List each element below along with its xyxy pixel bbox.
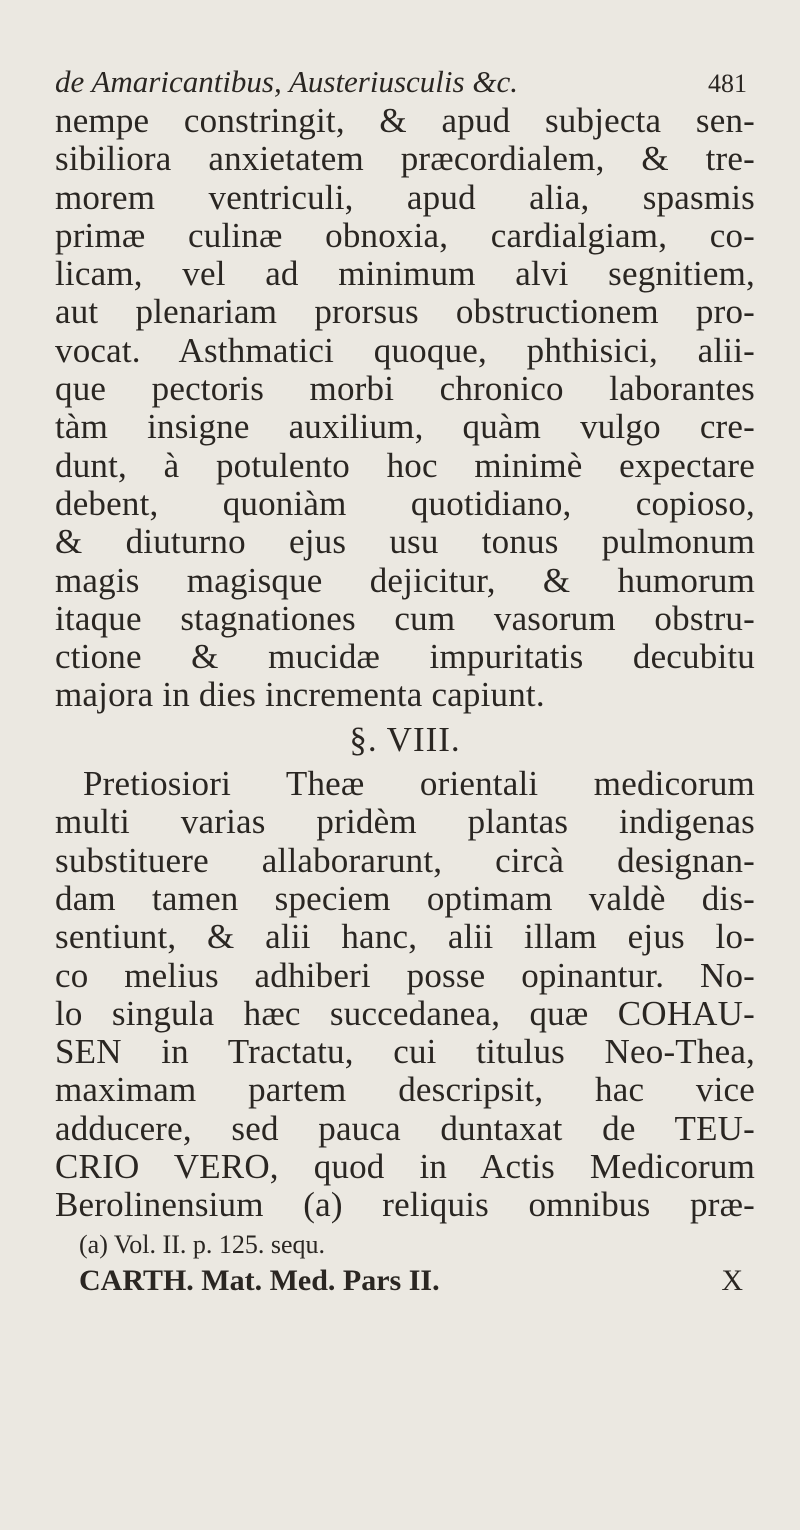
text-line: nempe constringit, & apud subjecta sen- xyxy=(55,101,755,140)
text-line: dunt, à potulento hoc minimè expectare xyxy=(55,445,755,485)
text-line: CRIO VERO, quod in Actis Medicorum xyxy=(55,1147,755,1187)
text-line: maximam partem descripsit, hac vice xyxy=(55,1070,755,1110)
text-line: ctione & mucidæ impuritatis decubitu xyxy=(55,637,755,677)
text-line: Pretiosiori Theæ orientali medicorum xyxy=(83,764,755,804)
text-line: lo singula hæc succedanea, quæ COHAU- xyxy=(55,993,755,1033)
text-line: majora in dies incrementa capiunt. xyxy=(55,675,545,715)
text-line: itaque stagnationes cum vasorum obstru- xyxy=(55,598,755,638)
text-line: sibiliora anxietatem præcordialem, & tre- xyxy=(55,139,755,179)
text-line: multi varias pridèm plantas indigenas xyxy=(55,802,755,842)
running-title: de Amaricantibus, Austeriusculis &c. xyxy=(55,64,518,99)
text-line: & diuturno ejus usu tonus pulmonum xyxy=(55,522,755,562)
text-line: adducere, sed pauca duntaxat de TEU- xyxy=(55,1108,755,1148)
text-line: vocat. Asthmatici quoque, phthisici, alii- xyxy=(55,330,755,370)
text-line: co melius adhiberi posse opinantur. No- xyxy=(55,955,755,995)
text-line: magis magisque dejicitur, & humorum xyxy=(55,560,755,600)
text-line: morem ventriculi, apud alia, spasmis xyxy=(55,177,755,217)
footnote: (a) Vol. II. p. 125. sequ. xyxy=(79,1229,326,1259)
text-line: licam, vel ad minimum alvi segnitiem, xyxy=(55,254,755,294)
printer-signature: CARTH. Mat. Med. Pars II. xyxy=(79,1263,440,1297)
text-line: que pectoris morbi chronico laborantes xyxy=(55,369,755,409)
signature-mark: X xyxy=(721,1263,743,1297)
text-line: aut plenariam prorsus obstructionem pro- xyxy=(55,292,755,332)
text-line: sentiunt, & alii hanc, alii illam ejus lo- xyxy=(55,917,755,957)
running-head xyxy=(55,62,755,102)
paragraph-1 xyxy=(55,102,755,715)
text-line: dam tamen speciem optimam valdè dis- xyxy=(55,878,755,918)
text-line: primæ culinæ obnoxia, cardialgiam, co- xyxy=(55,215,755,255)
text-line: Berolinensium (a) reliquis omnibus præ- xyxy=(55,1185,755,1225)
page-number: 481 xyxy=(708,69,747,98)
text-line: debent, quoniàm quotidiano, copioso, xyxy=(55,483,755,523)
text-line: substituere allaborarunt, circà designan- xyxy=(55,840,755,880)
section-heading: §. VIII. xyxy=(349,719,461,759)
text-line: SEN in Tractatu, cui titulus Neo-Thea, xyxy=(55,1032,755,1072)
text-line: tàm insigne auxilium, quàm vulgo cre- xyxy=(55,407,755,447)
page-content xyxy=(55,62,755,1299)
signature-line xyxy=(55,1263,755,1299)
paragraph-2 xyxy=(55,765,755,1225)
